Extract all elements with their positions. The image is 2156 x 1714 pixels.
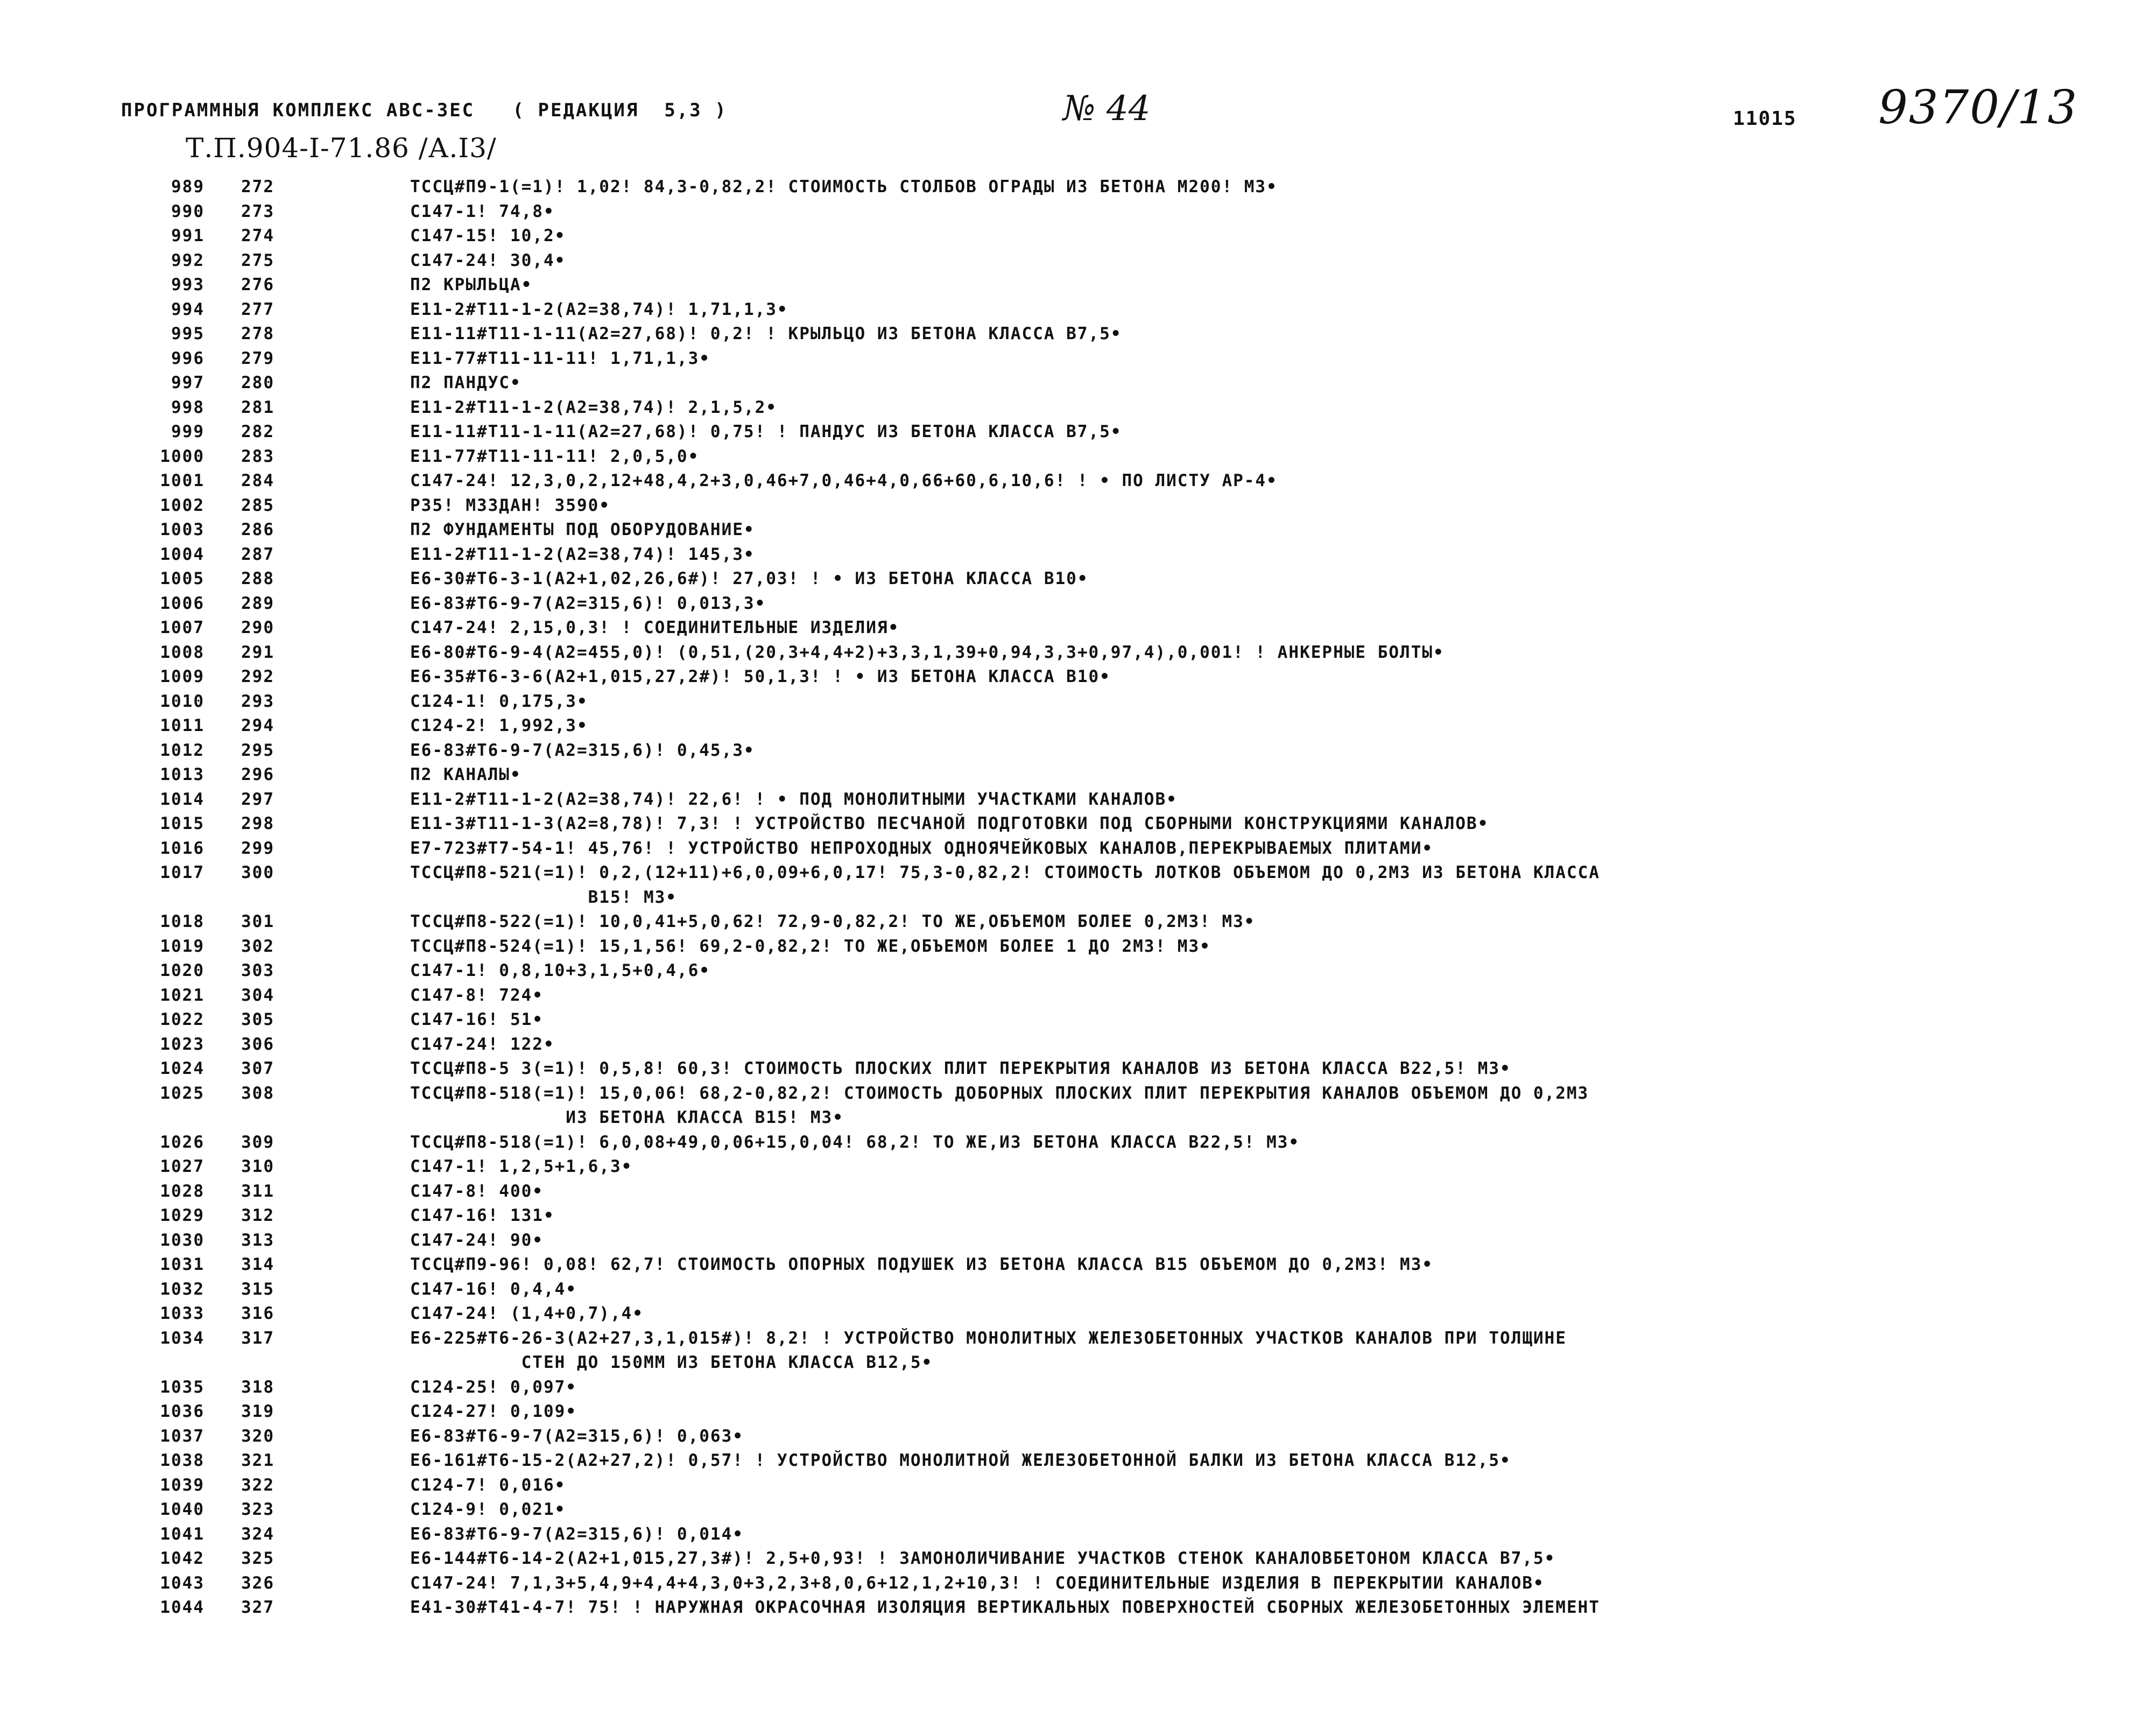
statement-number: 275	[241, 250, 274, 270]
listing-row	[145, 1008, 2134, 1032]
line-number: 1030	[160, 1230, 205, 1250]
statement-number: 312	[241, 1206, 274, 1225]
line-number: 1007	[160, 618, 205, 637]
statement-text: С124-2! 1,992,3•	[410, 716, 588, 735]
statement-text: С147-24! 30,4•	[410, 250, 566, 270]
line-number: 1039	[160, 1475, 205, 1495]
statement-text: Е6-80#Т6-9-4(А2=455,0)! (0,51,(20,3+4,4+2)+3,3,1,39+0,94,3,3+0,97,4),0,001! ! АНКЕРНЫЕ БОЛТЫ•	[410, 642, 1445, 662]
statement-text: П2 ПАНДУС•	[410, 373, 522, 392]
statement-text: Е41-30#Т41-4-7! 75! ! НАРУЖНАЯ ОКРАСОЧНАЯ ИЗОЛЯЦИЯ ВЕРТИКАЛЬНЫХ ПОВЕРХНОСТЕЙ СБОРНЫХ ЖЕЛЕЗОБЕТОННЫХ ЭЛЕМЕНТ	[410, 1598, 1601, 1617]
listing-row	[145, 959, 2134, 984]
line-number: 989	[171, 177, 205, 196]
line-number: 1015	[160, 814, 205, 833]
statement-number: 272	[241, 177, 274, 196]
statement-text: С124-25! 0,097•	[410, 1377, 577, 1397]
statement-number: 305	[241, 1010, 274, 1029]
listing-row	[145, 1277, 2134, 1302]
statement-text: Е11-77#Т11-11-11! 1,71,1,3•	[410, 348, 710, 368]
listing-row	[145, 273, 2134, 298]
line-number: 1008	[160, 642, 205, 662]
listing-row	[145, 788, 2134, 812]
statement-number: 319	[241, 1402, 274, 1421]
listing-row	[145, 641, 2134, 665]
listing-row	[145, 396, 2134, 420]
listing-row	[145, 371, 2134, 396]
line-number: 1033	[160, 1304, 205, 1323]
listing-row	[145, 714, 2134, 739]
listing-row	[145, 567, 2134, 592]
statement-number: 285	[241, 495, 274, 515]
statement-text: Е11-2#Т11-1-2(А2=38,74)! 1,71,1,3•	[410, 299, 788, 319]
line-number: 1001	[160, 471, 205, 490]
listing-row	[145, 1596, 2134, 1620]
statement-number: 306	[241, 1034, 274, 1054]
listing-row	[145, 322, 2134, 347]
statement-number: 282	[241, 422, 274, 441]
statement-text: С147-16! 131•	[410, 1206, 555, 1225]
sheet-number: № 44	[1063, 89, 1151, 129]
line-number: 1038	[160, 1451, 205, 1470]
line-number: 1025	[160, 1083, 205, 1103]
statement-text: П2 КАНАЛЫ•	[410, 765, 522, 784]
statement-number: 327	[241, 1598, 274, 1617]
statement-text: Р35! М33ДАН! 3590•	[410, 495, 610, 515]
statement-number: 273	[241, 201, 274, 221]
statement-text: ТССЦ#П9-1(=1)! 1,02! 84,3-0,82,2! СТОИМОСТЬ СТОЛБОВ ОГРАДЫ ИЗ БЕТОНА М200! М3•	[410, 177, 1278, 196]
line-number: 1014	[160, 789, 205, 809]
statement-text: Е6-144#Т6-14-2(А2+1,015,27,3#)! 2,5+0,93! ! ЗАМОНОЛИЧИВАНИЕ УЧАСТКОВ СТЕНОК КАНАЛОВБЕТОНОМ КЛАССА В7,5•	[410, 1549, 1556, 1568]
line-number: 1037	[160, 1426, 205, 1446]
line-number: 1002	[160, 495, 205, 515]
line-number: 1031	[160, 1255, 205, 1274]
listing-row	[145, 1204, 2134, 1228]
statement-text: С124-27! 0,109•	[410, 1402, 577, 1421]
statement-text: ТССЦ#П9-96! 0,08! 62,7! СТОИМОСТЬ ОПОРНЫХ ПОДУШЕК ИЗ БЕТОНА КЛАССА В15 ОБЪЕМОМ ДО 0,2М3! М3•	[410, 1255, 1434, 1274]
line-number: 1000	[160, 446, 205, 466]
listing-row	[145, 420, 2134, 445]
statement-text: С147-16! 51•	[410, 1010, 544, 1029]
listing-row	[145, 543, 2134, 567]
line-number: 993	[171, 275, 205, 294]
statement-number: 309	[241, 1132, 274, 1152]
statement-text: Е6-83#Т6-9-7(А2=315,6)! 0,063•	[410, 1426, 744, 1446]
line-number: 1017	[160, 863, 205, 882]
statement-text: П2 КРЫЛЬЦА•	[410, 275, 533, 294]
line-number: 1024	[160, 1059, 205, 1078]
line-number: 1004	[160, 544, 205, 564]
statement-text: ТССЦ#П8-518(=1)! 15,0,06! 68,2-0,82,2! СТОИМОСТЬ ДОБОРНЫХ ПЛОСКИХ ПЛИТ ПЕРЕКРЫТИЯ КАНАЛОВ ОБЪЕМОМ ДО 0,2М3 ИЗ БЕТОНА КЛАССА В15! М3•	[410, 1083, 1589, 1127]
listing-row	[145, 200, 2134, 224]
line-number: 997	[171, 373, 205, 392]
listing-row	[145, 1571, 2134, 1596]
listing-row	[145, 763, 2134, 788]
listing-row	[145, 592, 2134, 616]
document-code: 11015	[1733, 108, 1797, 130]
statement-number: 292	[241, 667, 274, 686]
statement-text: Е11-2#Т11-1-2(А2=38,74)! 2,1,5,2•	[410, 397, 777, 417]
statement-number: 287	[241, 544, 274, 564]
listing-row	[145, 837, 2134, 861]
handwritten-number: 9370/13	[1878, 81, 2079, 135]
listing-row	[145, 910, 2134, 935]
line-number: 1035	[160, 1377, 205, 1397]
statement-text: С124-7! 0,016•	[410, 1475, 566, 1495]
statement-number: 284	[241, 471, 274, 490]
listing-row	[145, 1326, 2134, 1375]
listing-row	[145, 249, 2134, 273]
listing-row	[145, 690, 2134, 714]
line-number: 1003	[160, 520, 205, 539]
statement-text: С147-16! 0,4,4•	[410, 1279, 577, 1299]
listing-row	[145, 347, 2134, 371]
line-number: 1022	[160, 1010, 205, 1029]
statement-number: 322	[241, 1475, 274, 1495]
listing-row	[145, 1155, 2134, 1179]
statement-number: 304	[241, 985, 274, 1005]
line-number: 1044	[160, 1598, 205, 1617]
statement-number: 276	[241, 275, 274, 294]
listing-row	[145, 935, 2134, 959]
line-number: 1010	[160, 691, 205, 711]
statement-text: Е6-83#Т6-9-7(А2=315,6)! 0,014•	[410, 1524, 744, 1544]
statement-number: 325	[241, 1549, 274, 1568]
statement-number: 324	[241, 1524, 274, 1544]
line-number: 999	[171, 422, 205, 441]
statement-number: 307	[241, 1059, 274, 1078]
statement-text: С124-9! 0,021•	[410, 1500, 566, 1519]
listing-row	[145, 1400, 2134, 1424]
listing-row	[145, 1547, 2134, 1571]
line-number: 1041	[160, 1524, 205, 1544]
line-number: 1013	[160, 765, 205, 784]
statement-text: Е11-3#Т11-1-3(А2=8,78)! 7,3! ! УСТРОЙСТВО ПЕСЧАНОЙ ПОДГОТОВКИ ПОД СБОРНЫМИ КОНСТРУКЦИЯМИ КАНАЛОВ•	[410, 814, 1489, 833]
line-number: 991	[171, 226, 205, 245]
line-number: 1029	[160, 1206, 205, 1225]
line-number: 1023	[160, 1034, 205, 1054]
line-number: 1005	[160, 569, 205, 588]
statement-number: 316	[241, 1304, 274, 1323]
statement-text: С147-15! 10,2•	[410, 226, 566, 245]
statement-number: 303	[241, 961, 274, 980]
statement-number: 321	[241, 1451, 274, 1470]
listing-row	[145, 518, 2134, 543]
statement-text: С147-8! 400•	[410, 1181, 544, 1201]
listing-row	[145, 1473, 2134, 1498]
line-number: 1043	[160, 1573, 205, 1593]
program-listing	[145, 175, 2134, 1620]
line-number: 1021	[160, 985, 205, 1005]
statement-number: 326	[241, 1573, 274, 1593]
statement-number: 281	[241, 397, 274, 417]
statement-number: 288	[241, 569, 274, 588]
listing-row	[145, 1424, 2134, 1449]
statement-number: 318	[241, 1377, 274, 1397]
line-number: 1009	[160, 667, 205, 686]
statement-text: Е6-83#Т6-9-7(А2=315,6)! 0,45,3•	[410, 740, 755, 760]
listing-row	[145, 1057, 2134, 1081]
statement-text: С147-1! 0,8,10+3,1,5+0,4,6•	[410, 961, 710, 980]
program-header: ПРОГРАММНЫЯ КОМПЛЕКС АВС-3ЕС ( РЕДАКЦИЯ 5,3 )	[121, 100, 728, 121]
statement-text: Е6-83#Т6-9-7(А2=315,6)! 0,013,3•	[410, 593, 766, 613]
listing-row	[145, 861, 2134, 910]
line-number: 992	[171, 250, 205, 270]
statement-text: П2 ФУНДАМЕНТЫ ПОД ОБОРУДОВАНИЕ•	[410, 520, 755, 539]
line-number: 1027	[160, 1157, 205, 1176]
statement-text: С147-8! 724•	[410, 985, 544, 1005]
listing-row	[145, 1179, 2134, 1204]
statement-number: 314	[241, 1255, 274, 1274]
statement-number: 290	[241, 618, 274, 637]
statement-number: 274	[241, 226, 274, 245]
listing-row	[145, 1449, 2134, 1473]
statement-number: 278	[241, 324, 274, 343]
statement-number: 317	[241, 1328, 274, 1348]
statement-number: 294	[241, 716, 274, 735]
statement-text: С147-24! 2,15,0,3! ! СОЕДИНИТЕЛЬНЫЕ ИЗДЕЛИЯ•	[410, 618, 900, 637]
statement-text: С147-24! 12,3,0,2,12+48,4,2+3,0,46+7,0,46+4,0,66+60,6,10,6! ! • ПО ЛИСТУ АР-4•	[410, 471, 1278, 490]
statement-text: С147-24! (1,4+0,7),4•	[410, 1304, 644, 1323]
statement-number: 293	[241, 691, 274, 711]
statement-number: 300	[241, 863, 274, 882]
line-number: 1032	[160, 1279, 205, 1299]
listing-row	[145, 298, 2134, 322]
statement-text: ТССЦ#П8-524(=1)! 15,1,56! 69,2-0,82,2! ТО ЖЕ,ОБЪЕМОМ БОЛЕЕ 1 ДО 2М3! М3•	[410, 936, 1211, 956]
statement-text: С147-24! 7,1,3+5,4,9+4,4+4,3,0+3,2,3+8,0,6+12,1,2+10,3! ! СОЕДИНИТЕЛЬНЫЕ ИЗДЕЛИЯ В ПЕРЕКРЫТИИ КАНАЛОВ•	[410, 1573, 1545, 1593]
line-number: 1006	[160, 593, 205, 613]
line-number: 990	[171, 201, 205, 221]
listing-row	[145, 812, 2134, 837]
statement-text: Е11-11#Т11-1-11(А2=27,68)! 0,75! ! ПАНДУС ИЗ БЕТОНА КЛАССА В7,5•	[410, 422, 1122, 441]
statement-number: 277	[241, 299, 274, 319]
line-number: 995	[171, 324, 205, 343]
listing-row	[145, 984, 2134, 1008]
line-number: 1034	[160, 1328, 205, 1348]
line-number: 994	[171, 299, 205, 319]
statement-number: 291	[241, 642, 274, 662]
statement-number: 323	[241, 1500, 274, 1519]
listing-row	[145, 469, 2134, 494]
statement-number: 311	[241, 1181, 274, 1201]
line-number: 1016	[160, 838, 205, 858]
statement-text: Е7-723#Т7-54-1! 45,76! ! УСТРОЙСТВО НЕПРОХОДНЫХ ОДНОЯЧЕЙКОВЫХ КАНАЛОВ,ПЕРЕКРЫВАЕМЫХ ПЛИТАМИ•	[410, 838, 1434, 858]
statement-text: Е6-30#Т6-3-1(А2+1,02,26,6#)! 27,03! ! • ИЗ БЕТОНА КЛАССА В10•	[410, 569, 1089, 588]
listing-row	[145, 1498, 2134, 1522]
statement-text: С124-1! 0,175,3•	[410, 691, 588, 711]
listing-row	[145, 665, 2134, 690]
line-number: 1012	[160, 740, 205, 760]
statement-text: Е6-35#Т6-3-6(А2+1,015,27,2#)! 50,1,3! ! • ИЗ БЕТОНА КЛАССА В10•	[410, 667, 1111, 686]
statement-number: 297	[241, 789, 274, 809]
statement-text: С147-1! 74,8•	[410, 201, 555, 221]
statement-text: ТССЦ#П8-5 3(=1)! 0,5,8! 60,3! СТОИМОСТЬ ПЛОСКИХ ПЛИТ ПЕРЕКРЫТИЯ КАНАЛОВ ИЗ БЕТОНА КЛАССА В22,5! М3•	[410, 1059, 1511, 1078]
statement-number: 283	[241, 446, 274, 466]
statement-text: С147-24! 90•	[410, 1230, 544, 1250]
statement-text: ТССЦ#П8-521(=1)! 0,2,(12+11)+6,0,09+6,0,17! 75,3-0,82,2! СТОИМОСТЬ ЛОТКОВ ОБЪЕМОМ ДО 0,2М3 ИЗ БЕТОНА КЛАССА В15! М3•	[410, 863, 1601, 907]
statement-number: 302	[241, 936, 274, 956]
line-number: 1040	[160, 1500, 205, 1519]
listing-row	[145, 494, 2134, 518]
line-number: 1018	[160, 912, 205, 931]
line-number: 1019	[160, 936, 205, 956]
statement-text: Е6-161#Т6-15-2(А2+27,2)! 0,57! ! УСТРОЙСТВО МОНОЛИТНОЙ ЖЕЛЕЗОБЕТОННОЙ БАЛКИ ИЗ БЕТОНА КЛАССА В12,5•	[410, 1451, 1511, 1470]
statement-text: ТССЦ#П8-518(=1)! 6,0,08+49,0,06+15,0,04! 68,2! ТО ЖЕ,ИЗ БЕТОНА КЛАССА В22,5! М3•	[410, 1132, 1300, 1152]
line-number: 996	[171, 348, 205, 368]
listing-row	[145, 1253, 2134, 1277]
line-number: 1011	[160, 716, 205, 735]
listing-row	[145, 1375, 2134, 1400]
statement-number: 310	[241, 1157, 274, 1176]
listing-row	[145, 739, 2134, 763]
line-number: 1020	[160, 961, 205, 980]
line-number: 998	[171, 397, 205, 417]
listing-row	[145, 1032, 2134, 1057]
statement-text: С147-24! 122•	[410, 1034, 555, 1054]
statement-number: 301	[241, 912, 274, 931]
statement-number: 295	[241, 740, 274, 760]
listing-row	[145, 445, 2134, 469]
statement-number: 286	[241, 520, 274, 539]
listing-row	[145, 175, 2134, 200]
statement-number: 280	[241, 373, 274, 392]
listing-row	[145, 1302, 2134, 1326]
line-number: 1026	[160, 1132, 205, 1152]
statement-text: Е11-2#Т11-1-2(А2=38,74)! 145,3•	[410, 544, 755, 564]
listing-row	[145, 1081, 2134, 1130]
statement-number: 296	[241, 765, 274, 784]
statement-number: 299	[241, 838, 274, 858]
statement-number: 313	[241, 1230, 274, 1250]
listing-row	[145, 1228, 2134, 1253]
statement-number: 308	[241, 1083, 274, 1103]
listing-row	[145, 224, 2134, 249]
statement-text: ТССЦ#П8-522(=1)! 10,0,41+5,0,62! 72,9-0,82,2! ТО ЖЕ,ОБЪЕМОМ БОЛЕЕ 0,2М3! М3•	[410, 912, 1256, 931]
statement-text: С147-1! 1,2,5+1,6,3•	[410, 1157, 633, 1176]
statement-number: 289	[241, 593, 274, 613]
statement-text: Е11-2#Т11-1-2(А2=38,74)! 22,6! ! • ПОД МОНОЛИТНЫМИ УЧАСТКАМИ КАНАЛОВ•	[410, 789, 1178, 809]
listing-row	[145, 1522, 2134, 1547]
line-number: 1036	[160, 1402, 205, 1421]
statement-text: Е11-77#Т11-11-11! 2,0,5,0•	[410, 446, 700, 466]
line-number: 1028	[160, 1181, 205, 1201]
statement-number: 279	[241, 348, 274, 368]
statement-number: 320	[241, 1426, 274, 1446]
statement-number: 298	[241, 814, 274, 833]
listing-row	[145, 616, 2134, 641]
statement-text: Е11-11#Т11-1-11(А2=27,68)! 0,2! ! КРЫЛЬЦО ИЗ БЕТОНА КЛАССА В7,5•	[410, 324, 1122, 343]
project-stamp: Т.П.904-I-71.86 /А.I3/	[186, 132, 497, 164]
line-number: 1042	[160, 1549, 205, 1568]
listing-row	[145, 1130, 2134, 1155]
statement-text: Е6-225#Т6-26-3(А2+27,3,1,015#)! 8,2! ! УСТРОЙСТВО МОНОЛИТНЫХ ЖЕЛЕЗОБЕТОННЫХ УЧАСТКОВ КАНАЛОВ ПРИ ТОЛЩИНЕ СТЕН ДО 150ММ ИЗ БЕТОНА КЛАССА В12,5•	[410, 1328, 1567, 1372]
statement-number: 315	[241, 1279, 274, 1299]
